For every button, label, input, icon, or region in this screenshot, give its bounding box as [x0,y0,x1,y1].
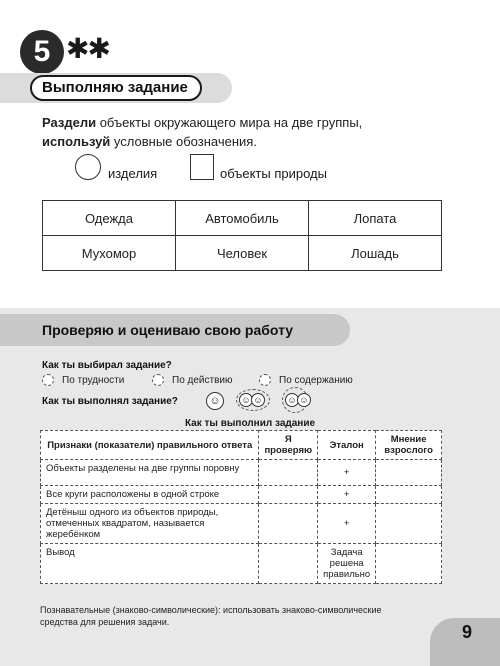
question-choose-task: Как ты выбирал задание? [42,360,172,371]
adult-cell[interactable] [376,504,442,544]
radio-icon[interactable] [42,374,54,386]
self-check-cell[interactable] [259,486,318,504]
standard-cell: + [318,504,376,544]
page-number: 9 [462,622,473,642]
instruction-text-1: объекты окружающего мира на две группы, [96,115,363,130]
difficulty-stars: ✱✱ [66,33,109,64]
header-adult-opinion: Мнение взрослого [376,431,442,460]
radio-icon[interactable] [259,374,271,386]
object-cell[interactable]: Лошадь [309,236,442,271]
self-check-cell[interactable] [259,544,318,584]
question-how-performed: Как ты выполнял задание? [42,396,178,407]
self-check-cell[interactable] [259,504,318,544]
smiley-icon: ☺ [285,393,299,407]
instruction-verb-2: используй [42,134,111,149]
task-number-badge: 5 [20,30,64,74]
smiley-icon: ☺ [239,393,253,407]
smiley-alone-icon[interactable]: ☺ [206,392,224,410]
header-standard: Эталон [318,431,376,460]
adult-cell[interactable] [376,486,442,504]
table-header-row [41,431,442,460]
circle-symbol-icon [75,154,101,180]
option-label: По содержанию [279,374,353,386]
option-label: По действию [172,374,233,386]
self-check-cell[interactable] [259,460,318,486]
criteria-cell: Детёныш одного из объектов природы, отмеченных квадратом, называется жеребёнком [41,504,259,544]
evaluation-table [40,430,442,584]
standard-cell: Задача решена правильно [318,544,376,584]
smiley-icon: ☺ [297,393,311,407]
standard-cell: + [318,486,376,504]
table-row [43,236,442,271]
criteria-cell: Объекты разделены на две группы поровну [41,460,259,486]
standard-cell: + [318,460,376,486]
objects-table [42,200,442,271]
object-cell[interactable]: Лопата [309,201,442,236]
table-caption: Как ты выполнил задание [184,418,316,429]
adult-cell[interactable] [376,544,442,584]
instruction-text-2: условные обозначения. [110,134,257,149]
radio-icon[interactable] [152,374,164,386]
option-label: По трудности [62,374,125,386]
header-criteria: Признаки (показатели) правильного ответа [41,431,259,460]
section-title: Выполняю задание [42,79,188,96]
footnote: Познавательные (знаково-символические): использовать знаково-символические средства для решения задачи. [40,605,382,627]
smiley-icon: ☺ [251,393,265,407]
adult-cell[interactable] [376,460,442,486]
criteria-cell: Вывод [41,544,259,584]
section-banner-do-task [0,73,232,103]
section-title: Проверяю и оцениваю свою работу [42,322,294,338]
smiley-group-icon [285,393,309,407]
table-row [41,544,442,584]
table-row [41,460,442,486]
square-symbol-icon [190,154,214,180]
table-row [41,486,442,504]
criteria-cell: Все круги расположены в одной строке [41,486,259,504]
smiley-pair-icon [239,393,263,407]
option-by-action[interactable] [152,374,233,386]
object-cell[interactable]: Мухомор [43,236,176,271]
header-self-check: Я проверяю [259,431,318,460]
table-row [43,201,442,236]
task-instruction [42,113,462,151]
section-banner-self-check [0,314,350,346]
option-by-content[interactable] [259,374,353,386]
circle-legend-label: изделия [108,166,158,181]
option-by-difficulty[interactable] [42,374,124,386]
object-cell[interactable]: Одежда [43,201,176,236]
object-cell[interactable]: Человек [176,236,309,271]
instruction-verb-1: Раздели [42,115,97,130]
table-row [41,504,442,544]
object-cell[interactable]: Автомобиль [176,201,309,236]
square-legend-label: объекты природы [220,166,327,181]
